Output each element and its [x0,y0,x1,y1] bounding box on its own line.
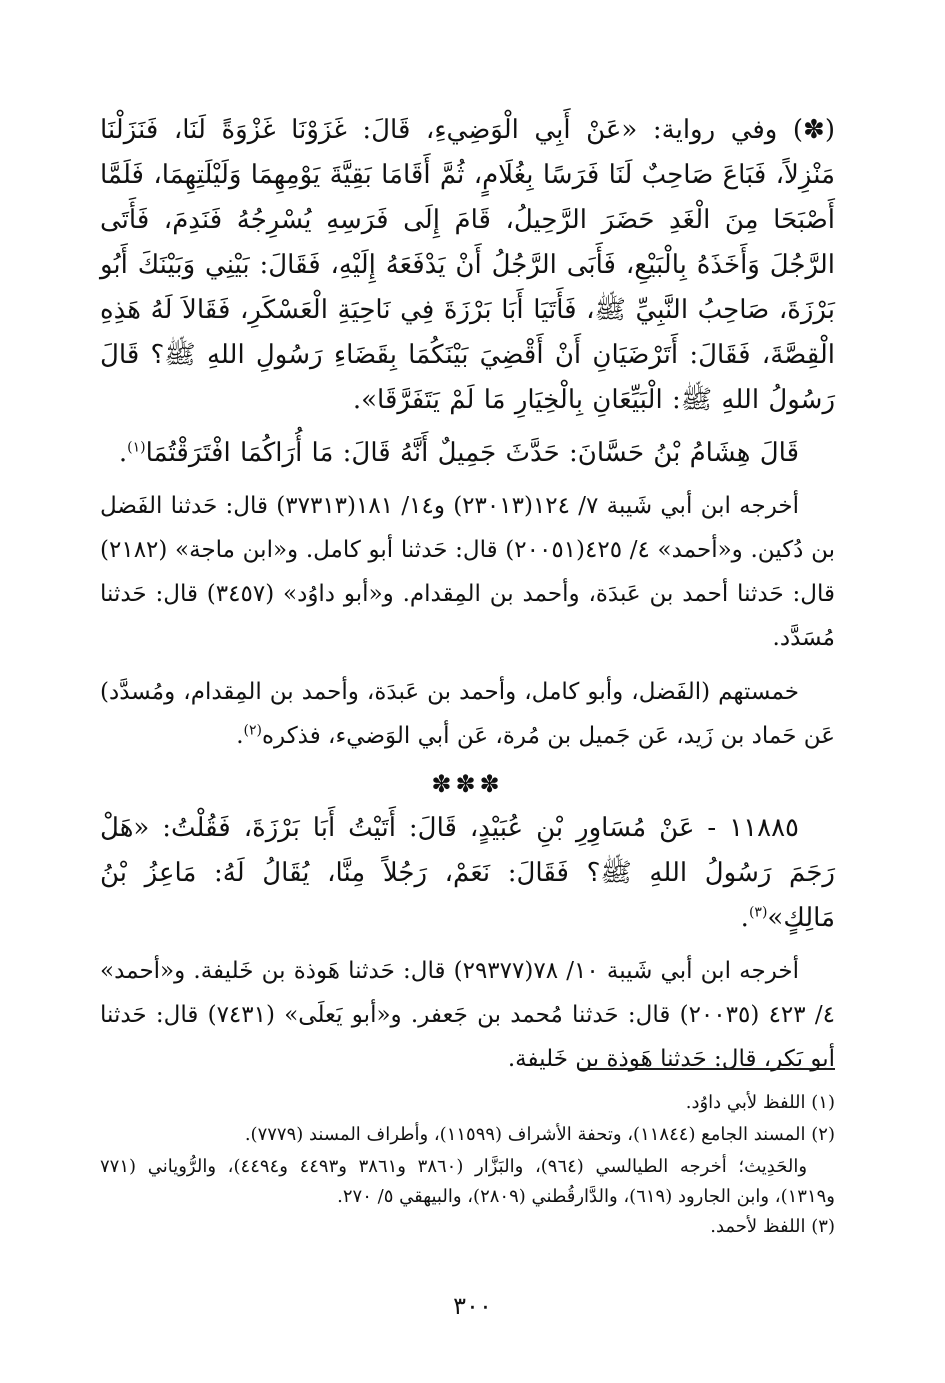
main-text-block [100,108,835,1091]
footnote-divider [580,1068,835,1070]
footnotes-block [100,1088,835,1244]
hisham-paragraph [100,431,835,476]
takhrij-text-1885: أخرجه ابن أبي شَيبة ١٠/ ٧٨(٢٩٣٧٧) قال: حَدثنا هَوذة بن خَليفة. و«أحمد» ٤/ ٤٢٣ (٢٠٠٣٥) قال: حَدثنا مُحمد بن جَعفر. و«أبو يَعلَى» (٧٤٣١) قال: حَدثنا أبو بَكر، قال: حَدثنا هَوذة بن خَليفة. [100,958,835,1072]
hadith-number: ١١٨٨٥ [729,813,799,843]
takhrij-end-1884-b: . [236,723,244,749]
footnote-3: (٣) اللفظ لأحمد. [710,1216,835,1237]
footnote-1: (١) اللفظ لأبي داوُد. [685,1092,835,1113]
hadith-variant-text: (✽) وفي رواية: «عَنْ أَبِي الْوَضِيءِ، قَالَ: غَزَوْنَا غَزْوَةً لَنَا، فَنَزَلْنَا مَنْزِلاً، فَبَاعَ صَاحِبٌ لَنَا فَرَسًا بِغُلَامٍ، ثُمَّ أَقَامَا بَقِيَّةَ يَوْمِهِمَا وَلَيْلَتِهِمَا، فَلَمَّا أَصْبَحَا مِنَ الْغَدِ حَضَرَ الرَّحِيلُ، قَامَ إِلَى فَرَسِهِ يُسْرِجُهُ فَنَدِمَ، فَأَتَى الرَّجُلَ وَأَخَذَهُ بِالْبَيْعِ، فَأَبَى الرَّجُلُ أَنْ يَدْفَعَهُ إِلَيْهِ، فَقَالَ: بَيْنِي وَبَيْنَكَ أَبُو بَرْزَةَ، صَاحِبُ النَّبِيِّ ﷺ، فَأَتَيَا أَبَا بَرْزَةَ فِي نَاحِيَةِ الْعَسْكَرِ، فَقَالاَ لَهُ هَذِهِ الْقِصَّةَ، فَقَالَ: أَتَرْضَيَانِ أَنْ أَقْضِيَ بَيْنَكُمَا بِقَضَاءِ رَسُولِ اللهِ ﷺ؟ قَالَ رَسُولُ اللهِ ﷺ: الْبَيِّعَانِ بِالْخِيَارِ مَا لَمْ يَتَفَرَّقَا». [100,115,835,415]
section-separator: ✽✽✽ [431,770,504,798]
hadith-1885-text: عَنْ مُسَاوِرِ بْنِ عُبَيْدٍ، قَالَ: أَتَيْتُ أَبَا بَرْزَةَ، فَقُلْتُ: «هَلْ رَجَمَ رَسُولُ اللهِ ﷺ؟ فَقَالَ: نَعَمْ، رَجُلاً مِنَّا، يُقَالُ لَهُ: مَاعِزُ بْنُ مَالِكٍ» [100,813,835,933]
takhrij-text-1884-a: أخرجه ابن أبي شَيبة ٧/ ١٢٤(٢٣٠١٣) و١٤/ ١٨١(٣٧٣١٣) قال: حَدثنا الفَضل بن دُكين. و«أحمد» ٤/ ٤٢٥(٢٠٠٥١) قال: حَدثنا أبو كامل. و«ابن ماجة» (٢١٨٢) قال: حَدثنا أحمد بن عَبدَة، وأحمد بن المِقدام. و«أبو داوُد» (٣٤٥٧) قال: حَدثنا مُسَدَّد. [100,493,836,651]
footnote-ref-3: (٣) [748,904,768,921]
footnote-2: (٢) المسند الجامع (١١٨٤٤)، وتحفة الأشراف (١١٥٩٩)، وأطراف المسند (٧٧٧٩). [244,1124,835,1145]
takhrij-paragraph-1885 [100,949,835,1081]
hadith-1885-end: . [740,903,749,933]
page-number: ٣٠٠ [453,1292,492,1320]
hadith-1885-paragraph [100,806,835,941]
footnote-2-continuation: والحَدِيث؛ أخرجه الطيالسي (٩٦٤)، والبَزَّار (٣٨٦٠ و٣٨٦١ و٤٤٩٣ و٤٤٩٤)، والرُّوياني (٧٧١ و١٣١٩)، وابن الجارود (٦١٩)، والدَّارقُطني (٢٨٠٩)، والبيهقي ٥/ ٢٧٠. [100,1156,835,1207]
footnote-ref-2: (٢) [243,722,262,739]
hadith-variant-paragraph [100,108,835,423]
takhrij-text-1884-b: خمستهم (الفَضل، وأبو كامل، وأحمد بن عَبدَة، وأحمد بن المِقدام، ومُسدَّد) عَن حَماد بن زَيد، عَن جَميل بن مُرة، عَن أبي الوَضيء، فذكره [100,679,835,749]
hisham-end: . [118,438,128,468]
takhrij-paragraph-1884-b [100,670,835,758]
hisham-text: قَالَ هِشَامُ بْنُ حَسَّانَ: حَدَّثَ جَمِيلٌ أَنَّهُ قَالَ: مَا أُرَاكُمَا افْتَرَقْتُمَا [145,438,799,468]
takhrij-paragraph-1884-a [100,484,835,660]
hadith-number-dash: - [694,813,730,843]
footnote-ref-1: (١) [127,439,146,456]
